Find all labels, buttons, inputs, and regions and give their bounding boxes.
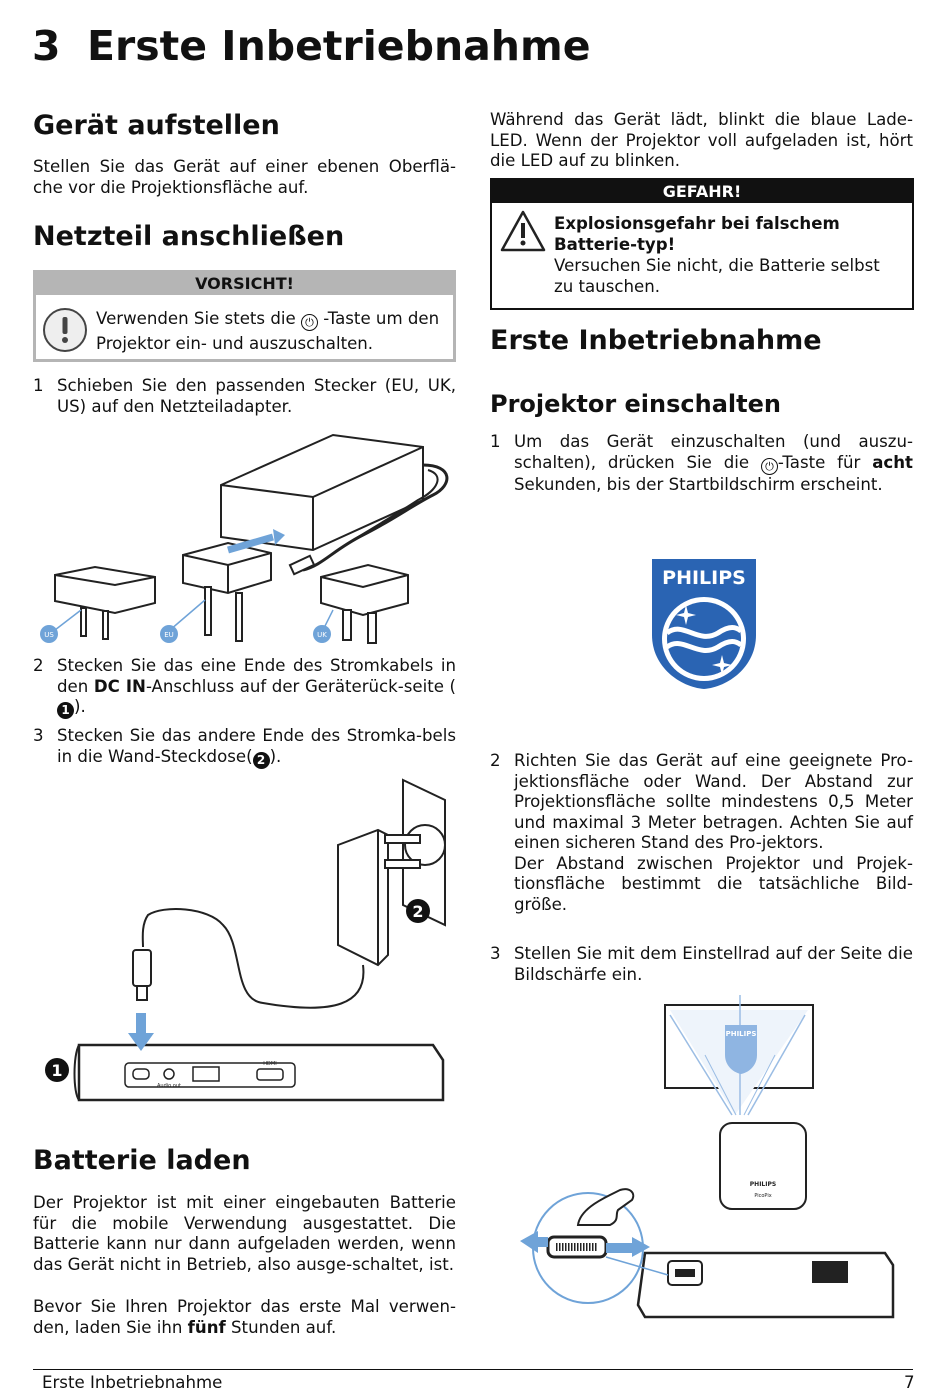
power-icon: ⏻ <box>301 314 318 331</box>
warning-triangle-icon <box>500 210 546 252</box>
heading-netzteil: Netzteil anschließen <box>33 221 345 252</box>
chapter-title <box>32 22 591 70</box>
step-text: Stecken Sie das eine Ende des Stromkabels in den DC IN-Anschluss auf der Geräterück-seite (1 ). <box>57 656 456 717</box>
paragraph-batterie-2: Bevor Sie Ihren Projektor das erste Mal verwen-den, laden Sie ihn fünf Stunden auf. <box>33 1297 456 1337</box>
step-number: 1 <box>490 432 501 451</box>
caution-box <box>33 270 456 362</box>
danger-normal-text: Versuchen Sie nicht, die Batterie selbst zu tauschen. <box>554 256 880 296</box>
plug-label-eu: EU <box>164 631 174 639</box>
focus-wheel-figure <box>500 995 910 1340</box>
step-3-netzteil <box>33 726 456 769</box>
step-text: Schieben Sie den passenden Stecker (EU, UK, US) auf den Netzteiladapter. <box>57 376 456 416</box>
screen-logo-text: PHILIPS <box>725 1030 757 1038</box>
paragraph-geraet-aufstellen: Stellen Sie das Gerät auf einer ebenen Oberflä-che vor die Projektionsfläche auf. <box>33 157 456 197</box>
step-text: Richten Sie das Gerät auf eine geeignete Pro-jektionsfläche oder Wand. Der Abstand zur Projektionsfläche sollte mindestens 0,5 Meter und maximal 3 Meter betragen. Achten Sie auf einen sicheren Stand des Pro-jektors. Der Abstand zwischen Projektor und Projek-tionsfläche bestimmt die tatsächliche Bild-größe. <box>514 751 913 914</box>
caution-text-a: Verwenden Sie stets die <box>96 309 296 328</box>
power-icon: ⏻ <box>761 458 778 475</box>
danger-bold-text: Explosionsgefahr bei falschem Batterie-typ! <box>554 214 840 254</box>
step-2-einschalten <box>490 751 913 915</box>
danger-box <box>490 178 914 310</box>
marker-2: 2 <box>253 752 270 769</box>
footer-divider <box>33 1369 913 1370</box>
philips-logo-text: PHILIPS <box>662 567 746 589</box>
step-3-einschalten <box>490 944 913 985</box>
port-label-audio: Audio out <box>157 1083 181 1089</box>
figure-marker-2: 2 <box>412 902 424 921</box>
heading-batterie-laden: Batterie laden <box>33 1145 251 1176</box>
danger-text <box>554 213 904 297</box>
page-number: 7 <box>904 1373 915 1392</box>
paragraph-lade-led: Während das Gerät lädt, blinkt die blaue Lade-LED. Wenn der Projektor voll aufgeladen ist, hört die LED auf zu blinken. <box>490 110 913 170</box>
step-1-einschalten <box>490 432 913 495</box>
port-label-hdmi: HDMI <box>263 1061 277 1067</box>
plug-label-us: US <box>44 631 54 639</box>
step-number: 3 <box>490 944 501 963</box>
plug-label-uk: UK <box>317 631 327 639</box>
philips-logo <box>648 555 760 691</box>
step-number: 2 <box>33 656 44 675</box>
footer-title: Erste Inbetriebnahme <box>42 1373 223 1392</box>
paragraph-batterie-1: Der Projektor ist mit einer eingebauten Batterie für die mobile Verwendung ausgestattet. Die Batterie kann nur dann aufgeladen werden, wenn das Gerät nicht in Betrieb, also ausge-schaltet, ist. <box>33 1193 456 1274</box>
device-model: PicoPix <box>754 1193 772 1199</box>
step-number: 2 <box>490 751 501 770</box>
adapter-plugs-figure <box>33 425 456 650</box>
power-connection-figure <box>33 775 456 1115</box>
danger-title: GEFAHR! <box>492 180 912 203</box>
heading-geraet-aufstellen: Gerät aufstellen <box>33 110 280 141</box>
step-text: Stecken Sie das andere Ende des Stromka-bels in die Wand-Steckdose( 2 ). <box>57 726 456 767</box>
marker-1: 1 <box>57 702 74 719</box>
caution-text <box>96 306 456 356</box>
caution-text-b: -Taste um den Projektor ein- und auszuschalten. <box>96 309 440 353</box>
chapter-title-text: Erste Inbetriebnahme <box>87 22 591 70</box>
step-2-netzteil <box>33 656 456 719</box>
step-text: Stellen Sie mit dem Einstellrad auf der Seite die Bildschärfe ein. <box>514 944 913 984</box>
caution-title: VORSICHT! <box>36 273 453 295</box>
caution-exclamation-icon <box>42 307 88 353</box>
step-text: Um das Gerät einzuschalten (und auszu-schalten), drücken Sie die ⏻ -Taste für acht Sekunden, bis der Startbildschirm erscheint. <box>514 432 913 494</box>
chapter-number: 3 <box>32 22 61 70</box>
figure-marker-1: 1 <box>51 1061 63 1080</box>
step-1-netzteil <box>33 376 456 417</box>
step-number: 1 <box>33 376 44 395</box>
heading-erste-inbetriebnahme: Erste Inbetriebnahme <box>490 325 822 356</box>
device-brand: PHILIPS <box>749 1181 777 1188</box>
heading-projektor-einschalten: Projektor einschalten <box>490 390 781 418</box>
step-number: 3 <box>33 726 44 745</box>
